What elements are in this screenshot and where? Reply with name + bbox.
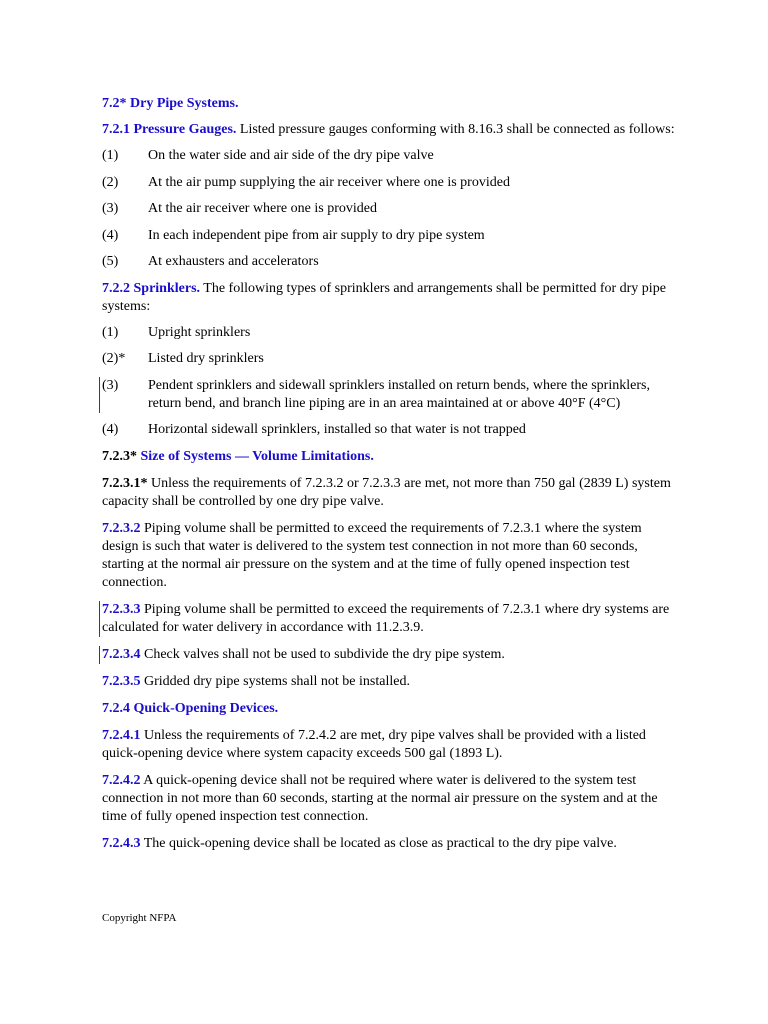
- section-number: 7.2.4.2: [102, 772, 141, 788]
- paragraph-7-2-4-1: [102, 727, 677, 763]
- paragraph-text: Check valves shall not be used to subdivide the dry pipe system.: [140, 646, 505, 662]
- section-number: 7.2.4.3: [102, 835, 141, 851]
- list-item: (2) At the air pump supplying the air receiver where one is provided: [102, 174, 510, 190]
- list-item: (5) At exhausters and accelerators: [102, 254, 319, 269]
- heading-7-2-4: [102, 700, 677, 718]
- section-number: 7.2.2 Sprinklers.: [102, 280, 201, 296]
- section-number: 7.2.4 Quick-Opening Devices.: [102, 700, 279, 716]
- heading-7-2-3: [102, 448, 677, 466]
- heading-7-2: [102, 95, 677, 113]
- list-item: (2)* Listed dry sprinklers: [102, 351, 264, 366]
- paragraph-text: Piping volume shall be permitted to exceed the requirements of 7.2.3.1 where the system design is such that water is delivered to the system test connection in not more than 60 seconds, starting at the normal air pressure on the system and at the time of fully opened inspection test connection.: [102, 520, 642, 590]
- section-number: 7.2.3.5: [102, 673, 141, 689]
- section-number: 7.2* Dry Pipe Systems.: [102, 96, 239, 111]
- document-body: [102, 95, 677, 862]
- list-item: (1) On the water side and air side of the dry pipe valve: [102, 148, 434, 163]
- paragraph-text: Gridded dry pipe systems shall not be installed.: [140, 673, 410, 689]
- paragraph-7-2-4-2: [102, 772, 677, 826]
- paragraph-7-2-2: [102, 280, 677, 316]
- paragraph-text: The quick-opening device shall be located as close as practical to the dry pipe valve.: [140, 835, 617, 851]
- section-number: 7.2.3*: [102, 448, 137, 464]
- paragraph-7-2-1: [102, 121, 677, 139]
- paragraph-text: Piping volume shall be permitted to exceed the requirements of 7.2.3.1 where dry systems are calculated for water delivery in accordance with 11.2.3.9.: [102, 601, 670, 635]
- list-item: (4) In each independent pipe from air supply to dry pipe system: [102, 227, 485, 243]
- section-title: Size of Systems — Volume Limitations.: [137, 448, 374, 464]
- section-number: 7.2.3.1*: [102, 475, 148, 491]
- section-number: 7.2.3.4: [102, 646, 141, 662]
- paragraph-text: Unless the requirements of 7.2.4.2 are met, dry pipe valves shall be provided with a listed quick-opening device where system capacity exceeds 500 gal (1893 L).: [102, 727, 646, 761]
- paragraph-text: A quick-opening device shall not be required where water is delivered to the system test connection in not more than 60 seconds, starting at the normal air pressure on the system and at the time of fully opened inspection test connection.: [102, 772, 658, 824]
- list-item: (3) Pendent sprinklers and sidewall sprinklers installed on return bends, where the sprinklers, return bend, and branch line piping are in an area maintained at or above 40°F (4°C): [102, 377, 677, 413]
- section-number: 7.2.1 Pressure Gauges.: [102, 122, 237, 137]
- list-item: (1) Upright sprinklers: [102, 324, 251, 340]
- paragraph-7-2-3-5: [102, 673, 677, 691]
- paragraph-7-2-4-3: [102, 835, 677, 853]
- paragraph-text: Listed pressure gauges conforming with 8.16.3 shall be connected as follows:: [236, 122, 675, 137]
- paragraph-text: The following types of sprinklers and arrangements shall be permitted for dry pipe systems:: [102, 280, 666, 314]
- page-footer: Copyright NFPA: [102, 912, 177, 924]
- paragraph-7-2-3-4: [102, 646, 677, 664]
- paragraph-text: Unless the requirements of 7.2.3.2 or 7.2.3.3 are met, not more than 750 gal (2839 L) system capacity shall be controlled by one dry pipe valve.: [102, 475, 671, 509]
- list-item: (3) At the air receiver where one is provided: [102, 201, 377, 216]
- section-number: 7.2.3.2: [102, 520, 141, 536]
- paragraph-7-2-3-1: [102, 475, 677, 511]
- paragraph-7-2-3-3: [102, 601, 677, 637]
- section-number: 7.2.3.3: [102, 601, 141, 617]
- list-item: (4) Horizontal sidewall sprinklers, installed so that water is not trapped: [102, 422, 526, 437]
- paragraph-7-2-3-2: [102, 520, 677, 592]
- section-number: 7.2.4.1: [102, 727, 141, 743]
